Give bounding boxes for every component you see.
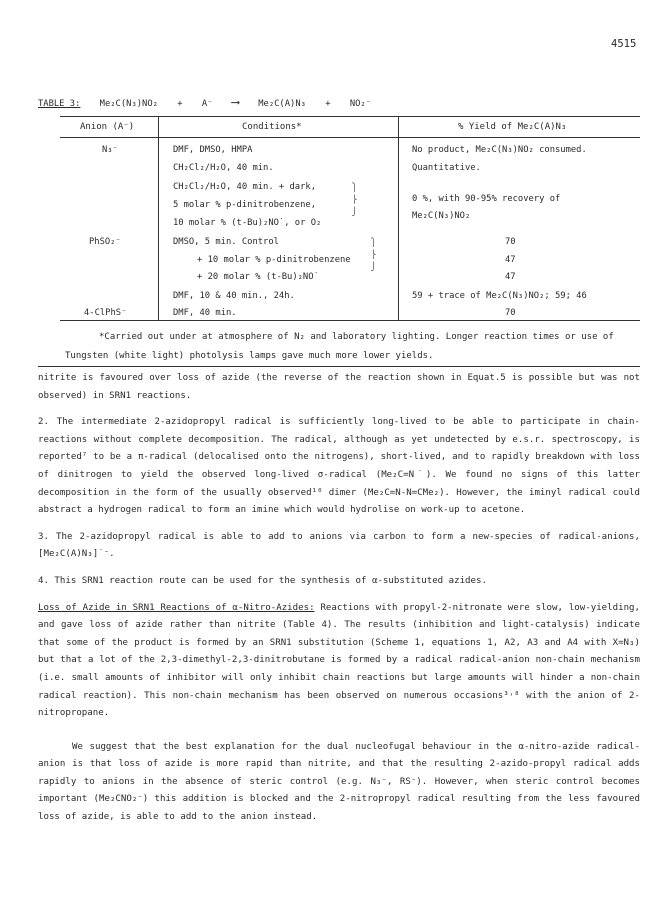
table-cell-anion: N₃⁻ xyxy=(102,145,118,155)
eq-arrow: ⟶ xyxy=(231,95,239,109)
eq-reactant: Me₂C(N₃)NO₂ xyxy=(99,99,158,109)
table-cell-yield: No product, Me₂C(N₃)NO₂ consumed. xyxy=(412,145,587,155)
conditions-brace-2: ⎫ ⎬ ⎭ xyxy=(371,238,376,271)
table-cell-conditions: DMF, 40 min. xyxy=(173,308,237,318)
paragraph-5 xyxy=(38,600,640,723)
table-header-rule xyxy=(60,137,640,138)
section-heading: Loss of Azide in SRN1 Reactions of α-Nitro-Azides: xyxy=(38,602,315,613)
paragraph-3: 3. The 2-azidopropyl radical is able to add to anions via carbon to form a new-species of radical-anions, [Me₂C(A)N₃]˙⁻. xyxy=(38,531,640,560)
col-header-anion: Anion (A⁻) xyxy=(80,122,135,132)
col-header-yield: % Yield of Me₂C(A)N₃ xyxy=(458,122,567,132)
table-cell-conditions: 10 molar % (t-Bu)₂NO˙, or O₂ xyxy=(173,218,322,228)
page-number: 4515 xyxy=(611,38,637,50)
table-cell-conditions: DMSO, 5 min. Control xyxy=(173,237,279,247)
paragraph-5-text: Reactions with propyl-2-nitronate were slow, low-yielding, and gave loss of azide rather than nitrite (Table 4). The results (inhibition and light-catalysis) indicate that some of the product is formed by an SRN1 substitution (Scheme 1, equations 1, A2, A3 and A4 with X=N₃) but that a lot of the 2,3-dimethyl-2,3-dinitrobutane is formed by a radical radical-anion non-chain mechanism (i.e. small amounts of inhibitor will only inhibit chain reactions but large amounts will hinder a non-chain radical reaction). This non-chain mechanism has been observed on numerous occasions³˒⁸ with the anion of 2-nitropropane. xyxy=(38,602,640,719)
table-cell-conditions: DMF, DMSO, HMPA xyxy=(173,145,253,155)
paragraph-1: nitrite is favoured over loss of azide (the reverse of the reaction shown in Equat.5 is possible but was not observed) in SRN1 reactions. xyxy=(38,373,640,401)
table-cell-conditions: DMF, 10 & 40 min., 24h. xyxy=(173,291,295,301)
table-cell-yield: 47 xyxy=(505,255,516,265)
table-col-divider-2 xyxy=(398,116,399,320)
table-cell-anion: PhSO₂⁻ xyxy=(89,237,121,247)
eq-product: Me₂C(A)N₃ xyxy=(258,99,306,109)
table-caption xyxy=(38,95,371,109)
body-text xyxy=(38,370,640,827)
paragraph-2: 2. The intermediate 2-azidopropyl radical is sufficiently long-lived to be able to participate in chain-reactions without complete decomposition. The radical, although as yet undetected by e.s.r. spectroscopy, is reported⁷ to be a π-radical (delocalised onto the nitrogens), short-lived, and to rapidly breakdown with loss of dinitrogen to yield the observed long-lived σ-radical (Me₂C=N˙). We found no signs of this latter decomposition in the form of the usually observed¹⁰ dimer (Me₂C=N-N=CMe₂). However, the iminyl radical could abstract a hydrogen radical to form an imine which would hydrolise on work-up to acetone. xyxy=(38,417,640,516)
table-cell-conditions: CH₂Cl₂/H₂O, 40 min. xyxy=(173,163,274,173)
table-equation xyxy=(86,95,371,109)
eq-anion: A⁻ xyxy=(201,99,213,109)
paragraph-6: We suggest that the best explanation for the dual nucleofugal behaviour in the α-nitro-azide radical-anion is that loss of azide is more rapid than nitrite, and that the resulting 2-azido-propyl radical adds rapidly to anions in the absence of steric control (e.g. N₃⁻, RS⁻). However, when steric control becomes important (Me₂CNO₂⁻) this addition is blocked and the 2-nitropropyl radical resulting from the less favoured loss of azide, is able to add to the anion instead. xyxy=(38,741,640,823)
table-label: TABLE 3: xyxy=(38,99,81,109)
footnote-rule xyxy=(38,366,640,367)
table-cell-yield: 47 xyxy=(505,272,516,282)
table-col-divider-1 xyxy=(158,116,159,320)
table-cell-yield: 59 + trace of Me₂C(N₃)NO₂; 59; 46 xyxy=(412,291,587,301)
table-footnote xyxy=(65,328,645,366)
table-footnote-text: *Carried out under at atmosphere of N₂ and laboratory lighting. Longer reaction times or use of Tungsten (white light) photolysis lamps gave much more lower yields. xyxy=(65,332,614,361)
table-cell-conditions: + 10 molar % p-dinitrobenzene xyxy=(197,255,351,265)
table-bottom-rule xyxy=(60,320,640,321)
col-header-conditions: Conditions* xyxy=(242,122,302,132)
table-top-rule xyxy=(60,116,640,117)
eq-nitrite: NO₂⁻ xyxy=(349,99,371,109)
table-cell-anion: 4-ClPhS⁻ xyxy=(84,308,127,318)
table-cell-conditions: 5 molar % p-dinitrobenzene, xyxy=(173,200,316,210)
paragraph-4: 4. This SRN1 reaction route can be used for the synthesis of α-substituted azides. xyxy=(38,575,487,586)
table-cell-yield: 70 xyxy=(505,237,516,247)
table-cell-yield: Me₂C(N₃)NO₂ xyxy=(412,211,471,221)
table-cell-yield: 70 xyxy=(505,308,516,318)
table-cell-yield: 0 %, with 90-95% recovery of xyxy=(412,194,561,204)
eq-plus-1: + xyxy=(177,99,183,109)
eq-plus-2: + xyxy=(325,99,331,109)
table-cell-yield: Quantitative. xyxy=(412,163,481,173)
conditions-brace-1: ⎫ ⎬ ⎭ xyxy=(352,183,357,216)
table-cell-conditions: + 20 molar % (t-Bu)₂NO˙ xyxy=(197,272,319,282)
table-cell-conditions: CH₂Cl₂/H₂O, 40 min. + dark, xyxy=(173,182,316,192)
